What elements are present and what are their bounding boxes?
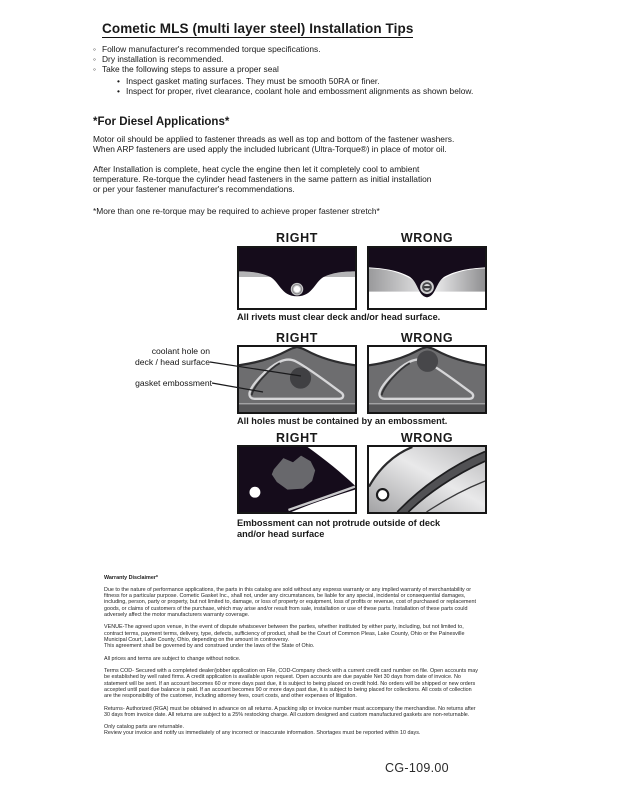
row1-right-diagram: [237, 246, 357, 310]
returns-paragraph: Returns- Authorized (RGA) must be obtained in advance on all returns. A packing slip or invoice number must accompany the merchandise. No returns after 30 days from invoice date. All returns are subject to a 25% restocking charge. All custom designed and custom manufactured gaskets are non-returnable.: [104, 705, 476, 718]
protrude-right-illustration: [239, 447, 355, 512]
row2-right-label: RIGHT: [276, 331, 318, 345]
sub-list: [93, 76, 473, 96]
hole-contained-wrong-illustration: [369, 347, 485, 412]
row3-caption: Embossment can not protrude outside of deck and/or head surface: [237, 518, 441, 539]
catalog-returns-paragraph: Only catalog parts are returnable. Review your invoice and notify us immediately of any incorrect or inaccurate information. Shortages must be reported within 10 days.: [104, 724, 421, 737]
warranty-disclaimer-heading: Warranty Disclaimer*: [104, 575, 159, 581]
row3-right-diagram: [237, 445, 357, 514]
tip-text: Take the following steps to assure a proper seal: [102, 64, 279, 74]
callout-leader-lines: [205, 355, 305, 400]
row3-right-label: RIGHT: [276, 431, 318, 445]
terms-paragraph: Terms COD- Secured with a completed dealer/jobber application on File, COD-Company check with a current credit card number on file. Open accounts may be established by well rated firms. A credit application is available upon request. Open accounts are due payable Net 30 days from date of invoice. No statement will be sent. If an account becomes 60 or more days past due, it is subject to being placed on credit hold. No orders will be shipped or new orders accepted until past due balance is paid. If an account becomes 90 or more days past due, it is subject to being placed for collections. All costs of collection are the responsibility of the customer, including attorney fees, court costs, and other expenses of litigation.: [104, 668, 478, 699]
open-bullet-icon: ◦: [93, 44, 96, 54]
row2-caption: All holes must be contained by an embossment.: [237, 416, 448, 426]
installation-tips-list: [93, 44, 473, 96]
open-bullet-icon: ◦: [93, 64, 96, 74]
gasket-embossment-callout: gasket embossment: [135, 378, 212, 388]
list-item: [117, 76, 473, 86]
venue-paragraph: VENUE-The agreed upon venue, in the event of dispute whatsoever between the parties, whether instituted by either party, including, but not limited to, contract terms, payment terms, delivery, type, defects, sufficiency of product, shall be the Court of Common Pleas, Lake County, Ohio or the Painesville Municipal Court, Lake County, Ohio, depending on the amount in controversy. This agreement shall be governed by and construed under the laws of the State of Ohio.: [104, 624, 465, 649]
row3-wrong-label: WRONG: [400, 431, 454, 445]
list-item: [117, 86, 473, 96]
list-item: [93, 64, 473, 74]
open-bullet-icon: ◦: [93, 54, 96, 64]
row1-wrong-diagram: [367, 246, 487, 310]
solid-bullet-icon: •: [117, 86, 120, 96]
row2-wrong-diagram: [367, 345, 487, 414]
diesel-paragraph-1: Motor oil should be applied to fastener threads as well as top and bottom of the fastener washers. When ARP fasteners are used apply the included lubricant (Ultra-Torque®) in place of motor oil.: [93, 134, 455, 154]
tip-text: Dry installation is recommended.: [102, 54, 224, 64]
diesel-paragraph-2: After Installation is complete, heat cycle the engine then let it completely cool to ambient temperature. Re-torque the cylinder head fasteners in the same pattern as initial installation or per your fastener manufacturer's recommendations.: [93, 164, 432, 194]
row2-wrong-label: WRONG: [400, 331, 454, 345]
row1-wrong-label: WRONG: [400, 231, 454, 245]
retorque-note: *More than one re-torque may be required to achieve proper fastener stretch*: [93, 206, 380, 216]
warranty-paragraph: Due to the nature of performance applications, the parts in this catalog are sold without any express warranty or any implied warranty of merchantability or fitness for a particular purpose. Cometic Gasket Inc., shall not, under any circumstances, be liable for any special, incidental or consequential damages, including, person, party or property, but not limited to, damage, or loss of property or equipment, loss of profits or revenue, cost of purchased or replacement goods, or claims of customers of the purchase, which may arise and/or result from sale, installation or use of these parts. Installation of these parts could adversely affect the motor manufacturers warranty coverage.: [104, 587, 477, 618]
tip-text: Inspect gasket mating surfaces. They must be smooth 50RA or finer.: [126, 76, 380, 86]
tip-text: Follow manufacturer's recommended torque specifications.: [102, 44, 321, 54]
row1-caption: All rivets must clear deck and/or head surface.: [237, 312, 441, 322]
rivet-clear-right-illustration: [239, 248, 355, 308]
coolant-hole-callout: coolant hole on deck / head surface: [134, 346, 210, 367]
list-item: [93, 54, 473, 64]
diesel-section-heading: *For Diesel Applications*: [93, 116, 230, 128]
prices-paragraph: All prices and terms are subject to change without notice.: [104, 655, 241, 662]
list-item: [93, 44, 473, 54]
solid-bullet-icon: •: [117, 76, 120, 86]
page-code: CG-109.00: [385, 761, 449, 775]
row1-right-label: RIGHT: [276, 231, 318, 245]
protrude-wrong-illustration: [369, 447, 485, 512]
row3-wrong-diagram: [367, 445, 487, 514]
legal-fine-print: [104, 575, 517, 743]
page-title: Cometic MLS (multi layer steel) Installation Tips: [102, 21, 414, 36]
tip-text: Inspect for proper, rivet clearance, coolant hole and embossment alignments as shown below.: [126, 86, 474, 96]
rivet-clear-wrong-illustration: [369, 248, 485, 308]
